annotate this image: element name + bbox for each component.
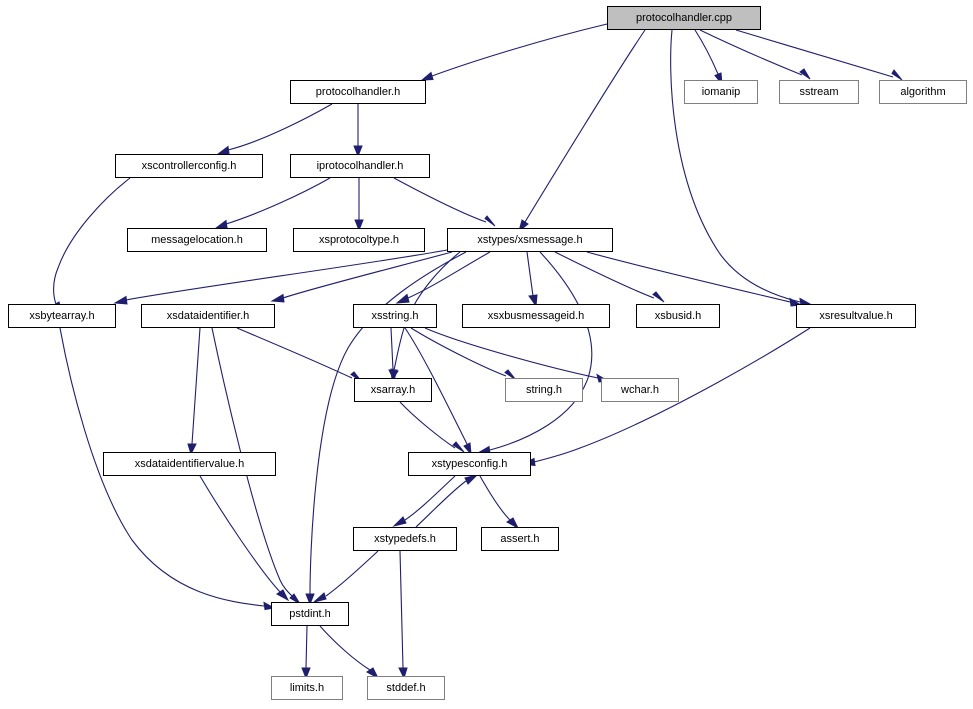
node-label: xstypedefs.h xyxy=(374,532,436,545)
node-label: limits.h xyxy=(289,681,325,694)
node-label: xsarray.h xyxy=(370,383,416,396)
node-xsstring-h[interactable] xyxy=(353,304,437,328)
node-label: protocolhandler.cpp xyxy=(635,11,732,24)
node-label: iomanip xyxy=(701,85,741,98)
node-assert-h[interactable] xyxy=(481,527,559,551)
node-label: wchar.h xyxy=(621,383,659,396)
node-protocolhandler-cpp[interactable] xyxy=(607,6,761,30)
node-label: algorithm xyxy=(900,85,946,98)
node-xscontrollerconfig-h[interactable] xyxy=(115,154,263,178)
node-xsresultvalue-h[interactable] xyxy=(796,304,916,328)
node-xstypesconfig-h[interactable] xyxy=(408,452,531,476)
node-label: xsstring.h xyxy=(371,309,419,322)
node-label: iprotocolhandler.h xyxy=(316,159,404,172)
node-xsarray-h[interactable] xyxy=(354,378,432,402)
node-pstdint-h[interactable] xyxy=(271,602,349,626)
node-xsdataidentifiervalue-h[interactable] xyxy=(103,452,276,476)
node-label: xsbytearray.h xyxy=(29,309,95,322)
node-string-h[interactable] xyxy=(505,378,583,402)
node-iomanip[interactable] xyxy=(684,80,758,104)
node-label: xsxbusmessageid.h xyxy=(487,309,585,322)
node-label: xsdataidentifier.h xyxy=(166,309,250,322)
node-label: xsprotocoltype.h xyxy=(318,233,400,246)
node-label: protocolhandler.h xyxy=(315,85,401,98)
node-xsbytearray-h[interactable] xyxy=(8,304,116,328)
node-xsbusid-h[interactable] xyxy=(636,304,720,328)
node-label: sstream xyxy=(799,85,839,98)
node-wchar-h[interactable] xyxy=(601,378,679,402)
node-xsdataidentifier-h[interactable] xyxy=(141,304,275,328)
node-label: xstypesconfig.h xyxy=(431,457,508,470)
node-xsxbusmessageid-h[interactable] xyxy=(462,304,610,328)
node-label: xsresultvalue.h xyxy=(819,309,893,322)
node-messagelocation-h[interactable] xyxy=(127,228,267,252)
node-iprotocolhandler-h[interactable] xyxy=(290,154,430,178)
node-label: xscontrollerconfig.h xyxy=(141,159,237,172)
node-xstypes-xsmessage-h[interactable] xyxy=(447,228,613,252)
node-sstream[interactable] xyxy=(779,80,859,104)
node-label: messagelocation.h xyxy=(151,233,243,246)
node-protocolhandler-h[interactable] xyxy=(290,80,426,104)
node-label: assert.h xyxy=(500,532,540,545)
node-label: xsbusid.h xyxy=(654,309,702,322)
node-label: xsdataidentifiervalue.h xyxy=(134,457,245,470)
node-label: string.h xyxy=(525,383,563,396)
node-stddef-h[interactable] xyxy=(367,676,445,700)
node-limits-h[interactable] xyxy=(271,676,343,700)
node-xsprotocoltype-h[interactable] xyxy=(293,228,425,252)
node-algorithm[interactable] xyxy=(879,80,967,104)
node-label: xstypes/xsmessage.h xyxy=(477,233,583,246)
node-xstypedefs-h[interactable] xyxy=(353,527,457,551)
node-label: pstdint.h xyxy=(289,607,331,620)
node-label: stddef.h xyxy=(386,681,426,694)
